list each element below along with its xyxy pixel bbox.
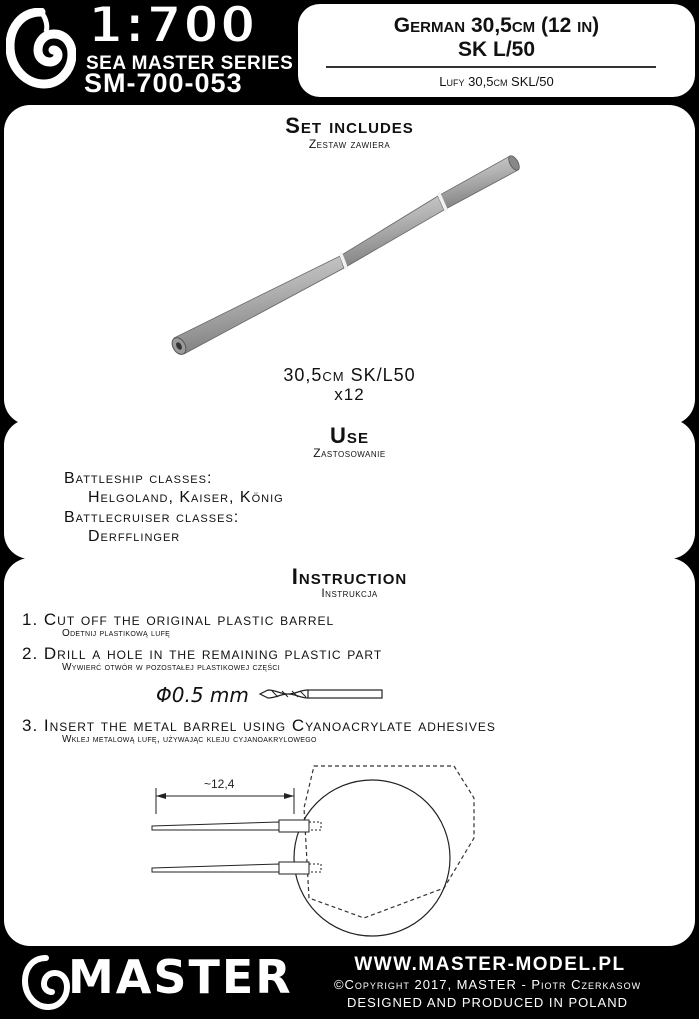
step-1-text: 1. Cut off the original plastic barrel [22, 610, 335, 629]
step-2-text: 2. Drill a hole in the remaining plastic part [22, 644, 383, 663]
use-line-battleship-heading: Battleship classes: [64, 470, 213, 487]
footer-made-in: DESIGNED AND PRODUCED IN POLAND [347, 995, 628, 1010]
step-3-subtext: Wklej metalową lufę, używając kleju cyjanoakrylowego [62, 734, 317, 745]
series-label: SEA MASTER SERIES [86, 53, 294, 74]
barrel-installation-diagram [144, 748, 484, 943]
step-3-text: 3. Insert the metal barrel using Cyanoacrylate adhesives [22, 716, 496, 735]
barrel-illustration [154, 150, 534, 365]
footer-website-link[interactable]: WWW.MASTER-MODEL.PL [354, 954, 626, 975]
product-title: German 30,5cm (12 in) [393, 14, 600, 37]
drill-size-label: Φ0.5 mm [156, 683, 249, 707]
use-line-battlecruiser-classes: Derfflinger [88, 528, 181, 545]
product-code: SM-700-053 [84, 68, 243, 98]
part-quantity: x12 [334, 385, 365, 404]
set-includes-panel [4, 105, 695, 425]
instruction-subtitle: Instrukcja [321, 586, 378, 600]
use-line-battlecruiser-heading: Battlecruiser classes: [64, 509, 240, 526]
footer-brand: MASTER [68, 950, 293, 1004]
use-title: Use [330, 423, 369, 448]
footer-logo-icon [22, 954, 70, 1014]
product-title-line2: SK L/50 [457, 38, 536, 61]
step-2-subtext: Wywierć otwór w pozostałej plastikowej części [62, 662, 280, 673]
title-panel [298, 4, 695, 97]
use-subtitle: Zastosowanie [313, 446, 386, 460]
step-1-subtext: Odetnij plastikową lufę [62, 628, 171, 639]
use-line-battleship-classes: Helgoland, Kaiser, König [88, 489, 284, 506]
footer-copyright: ©Copyright 2017, MASTER - Piotr Czerkasow [333, 977, 642, 992]
part-name: 30,5cm SK/L50 [283, 365, 416, 385]
use-panel [4, 419, 695, 559]
instruction-panel [4, 558, 695, 946]
scale-label: 1:700 [88, 0, 258, 54]
product-subtitle: Lufy 30,5cm SKL/50 [439, 74, 554, 89]
drill-bit-icon [258, 685, 386, 703]
title-divider [326, 66, 656, 68]
set-includes-subtitle: Zestaw zawiera [308, 137, 391, 151]
dimension-label: ~12,4 [204, 777, 235, 791]
instruction-title: Instruction [291, 564, 408, 589]
master-logo-icon [6, 8, 76, 94]
set-includes-title: Set includes [285, 113, 414, 138]
